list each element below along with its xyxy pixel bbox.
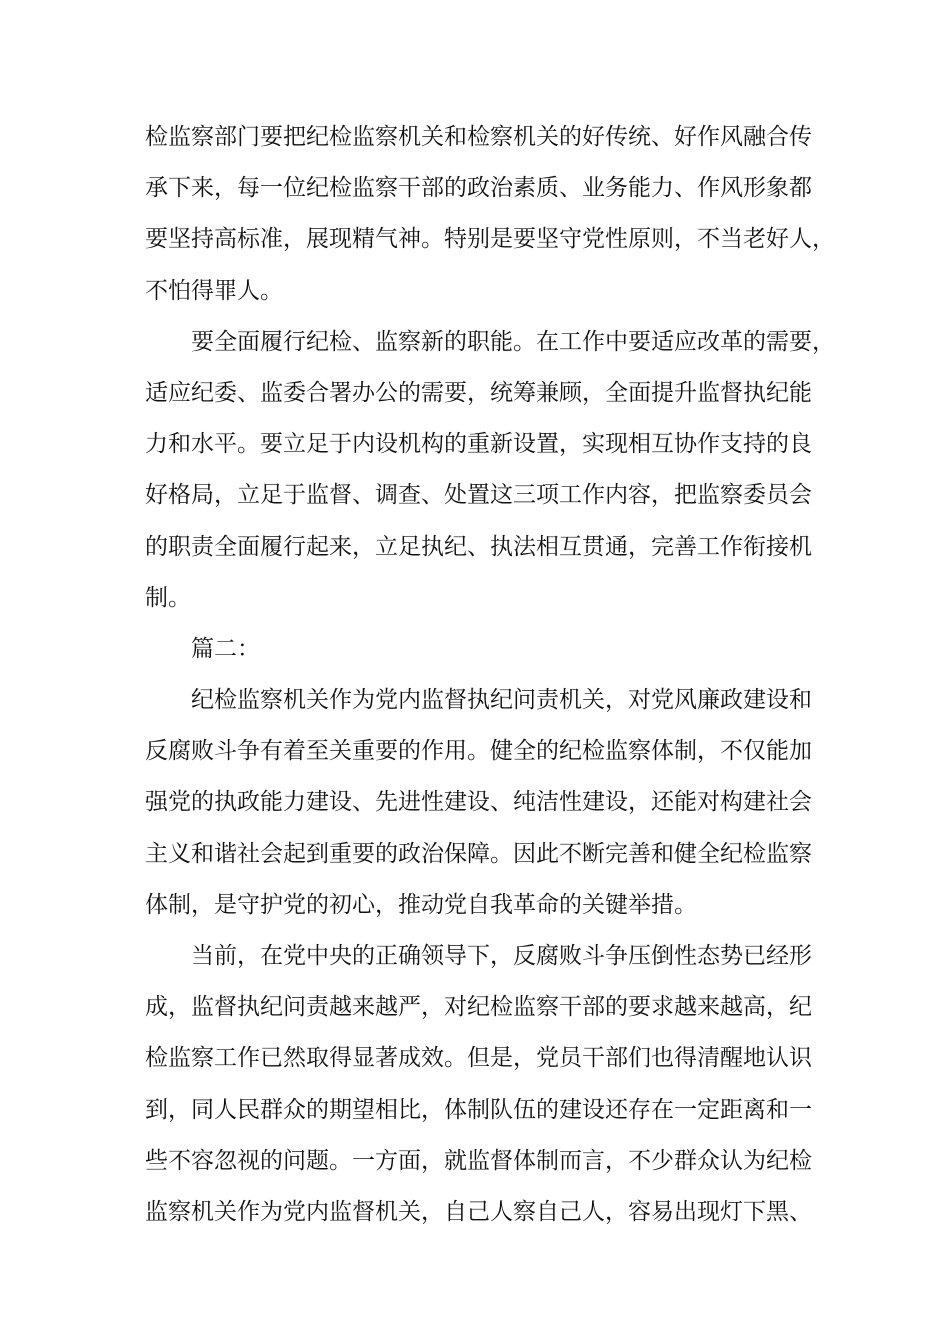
- text-line: 的职责全面履行起来，立足执纪、执法相互贯通，完善工作衔接机: [145, 533, 812, 560]
- text-line: 反腐败斗争有着至关重要的作用。健全的纪检监察体制，不仅能加: [145, 738, 812, 765]
- text-line: 当前，在党中央的正确领导下，反腐败斗争压倒性态势已经形: [191, 943, 812, 969]
- text-line: 制。: [145, 584, 191, 611]
- text-line: 监察机关作为党内监督机关，自己人察自己人，容易出现灯下黑、: [145, 1198, 812, 1225]
- text-line: 力和水平。要立足于内设机构的重新设置，实现相互协作支持的良: [145, 431, 812, 458]
- paragraph: [145, 931, 810, 1238]
- text-line: 不怕得罪人。: [145, 277, 283, 304]
- text-line: 纪检监察机关作为党内监督执纪问责机关，对党风廉政建设和: [191, 687, 812, 714]
- text-line: 主义和谐社会起到重要的政治保障。因此不断完善和健全纪检监察: [145, 840, 812, 867]
- section-heading: 篇二：: [191, 635, 260, 662]
- paragraph: [145, 317, 835, 624]
- text-line: 好格局，立足于监督、调查、处置这三项工作内容，把监察委员会: [145, 482, 812, 509]
- text-line: 承下来，每一位纪检监察干部的政治素质、业务能力、作风形象都: [145, 175, 812, 202]
- text-line: 些不容忽视的问题。一方面，就监督体制而言，不少群众认为纪检: [145, 1147, 812, 1174]
- text-line: 到，同人民群众的期望相比，体制队伍的建设还存在一定距离和一: [145, 1096, 812, 1123]
- text-line: 检监察工作已然取得显著成效。但是，党员干部们也得清醒地认识: [145, 1045, 812, 1072]
- text-line: 要坚持高标准，展现精气神。特别是要坚守党性原则，不当老好人，: [145, 226, 835, 253]
- text-line: 体制，是守护党的初心，推动党自我革命的关键举措。: [145, 891, 697, 918]
- text-line: 检监察部门要把纪检监察机关和检察机关的好传统、好作风融合传: [145, 124, 812, 150]
- paragraph: [145, 675, 810, 931]
- text-line: 强党的执政能力建设、先进性建设、纯洁性建设，还能对构建社会: [145, 789, 812, 816]
- text-line: 要全面履行纪检、监察新的职能。在工作中要适应改革的需要，: [191, 328, 835, 355]
- text-line: 成，监督执纪问责越来越严，对纪检监察干部的要求越来越高，纪: [145, 994, 812, 1021]
- document-body: [145, 112, 835, 1238]
- paragraph: [145, 112, 835, 317]
- text-line: 适应纪委、监委合署办公的需要，统筹兼顾，全面提升监督执纪能: [145, 379, 812, 406]
